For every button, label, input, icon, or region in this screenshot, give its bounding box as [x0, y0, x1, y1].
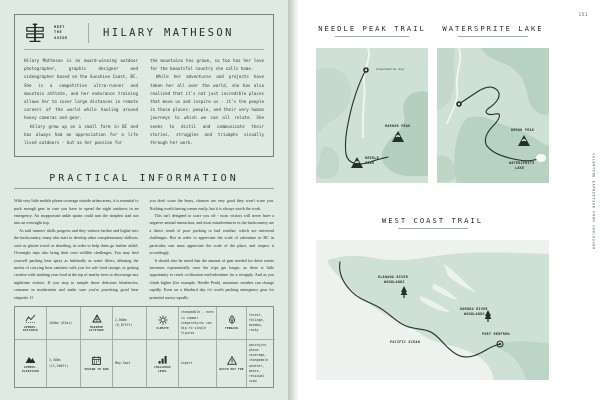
map-title-underline: [398, 228, 468, 229]
page-number: 151: [578, 12, 588, 17]
map-label-woodland: GORDON RIVER: [460, 307, 488, 311]
map-label-road: Coquihalla hwy: [376, 67, 405, 71]
trailhead-pin: [456, 101, 462, 107]
map-title: WEST COAST TRAIL: [381, 216, 484, 225]
fact-value: changeable - even in summer temperatures can dip to single figures: [181, 310, 214, 335]
fact-max-altitude: [81, 307, 113, 340]
fact-watch-out: [217, 340, 247, 387]
fact-label: CHALLENGE LEVEL: [154, 365, 171, 373]
fact-label: MAXIMUM ALTITUDE: [89, 324, 104, 333]
fact-value: 3,500m (11,500ft): [49, 358, 69, 368]
guide-name: HILARY MATHESON: [103, 27, 234, 39]
map-card-needle-peak: [316, 24, 428, 37]
climate-icon: [158, 315, 168, 325]
map-title-underline: [458, 36, 528, 37]
fact-label: SEASON TO RUN: [84, 366, 109, 371]
fact-terrain: [217, 307, 247, 340]
left-page: [0, 0, 288, 400]
fact-terrain-value: [247, 307, 275, 340]
signpost-icon: [24, 23, 46, 43]
bio-paragraph: the mountains has grown, so too has her love for the beautiful country she calls home.: [150, 58, 264, 72]
map-label-lake-2: LAKE: [515, 166, 525, 170]
map-card-west-coast-trail: [316, 216, 549, 229]
practical-column-left: [14, 197, 139, 301]
fact-max-altitude-value: [113, 307, 147, 340]
fact-value: expert: [181, 360, 193, 365]
fact-season: [81, 340, 113, 387]
map-title-underline: [335, 36, 409, 37]
map-west-coast-trail[interactable]: [316, 240, 549, 380]
fact-elevation: [15, 340, 47, 387]
fact-challenge: [147, 340, 179, 387]
map-label-ocean: PACIFIC OCEAN: [390, 340, 421, 344]
map-label-peak-2: PEAK: [365, 161, 375, 165]
right-page: [298, 0, 600, 400]
vertical-credit: VALENTINE EXPEDITION FROM VANCOUVER: [592, 153, 596, 250]
fact-label: APPROX. DISTANCE: [23, 324, 38, 333]
warning-icon: [227, 356, 237, 366]
map-title: NEEDLE PEAK TRAIL: [318, 24, 426, 33]
practical-column-right: [150, 197, 275, 301]
fact-watch-out-value: [247, 340, 275, 387]
elevation-icon: [25, 354, 36, 364]
practical-paragraph: As trail runners' skills progress and they venture further and higher into the backcountry, many also start to develop other complementary skillsets, such as glacier travel or abseiling, in order to help them go further afield. Overnight trips also bring their own wildlife challenges. You may find yourself packing bear spray as habitually as water filters, debating the merits of carrying bear canisters with you for safe food storage, or getting creative with stashing your food at the top of nearby trees to discourage any nighttime visitors. If you stop to sample those delicious blueberries, consume in moderation and make sure you're practising good bear etiquette. If: [14, 227, 139, 300]
bio-column-left: [24, 57, 138, 147]
bio-paragraph: While her adventures and projects have taken her all over the world, she has also realized that it's not just incredible places that move us and inspire us - it's the people in those places: people, and their very human journeys to which we can all relate. She seeks to distil and communicate their stories, struggles and triumphs visually through her work.: [150, 74, 264, 145]
bio-paragraph: Hilary grew up on a small farm in BC and has always had an appreciation for a life lived outdoors - but as her passion for: [24, 123, 138, 145]
bio-column-right: [150, 57, 264, 147]
map-title: WATERSPRITE LAKE: [442, 24, 544, 33]
fact-label: APPROX. ELEVATION: [22, 365, 39, 373]
lake-shape: [536, 154, 546, 162]
guide-profile-card: [14, 14, 274, 157]
map-label-peak: MARKOR PEAK: [385, 124, 411, 128]
terrain-icon: [227, 315, 237, 325]
practical-paragraph: you don't scare the bears, chances are very good they won't scare you. Nothing worth having comes easily, but it is always worth the work.: [149, 198, 274, 211]
season-icon: [92, 356, 101, 366]
challenge-icon: [158, 354, 168, 364]
bio-paragraph: Hilary Matheson is an award-winning outdoor photographer, graphic designer and videographer based on the Sunshine Coast, BC. She is a competitive ultra-runner and mountain athlete, and her endurance training allows her to cover large distances in remote corners of the world while hauling around heavy cameras and gear.: [24, 58, 138, 121]
map-label-peak: DEMON PEAK: [511, 128, 535, 132]
map-label-woodland-2: WOODLANDS: [384, 280, 405, 284]
guide-bio: [24, 57, 264, 147]
map-label-woodland-2: WOODLANDS: [464, 312, 485, 316]
fact-value: 2,000m (6,875ft): [115, 318, 133, 328]
trip-facts-grid: [14, 306, 274, 388]
fact-climate-value: [179, 307, 217, 340]
map-card-watersprite-lake: [437, 24, 549, 37]
map-label-town: PORT RENFREW: [482, 332, 510, 336]
fact-value: May-Sept: [115, 360, 131, 365]
fact-season-value: [113, 340, 147, 387]
distance-icon: [25, 314, 36, 324]
fact-label: WATCH OUT FOR: [219, 366, 244, 371]
map-watersprite-lake[interactable]: [437, 48, 549, 183]
header-divider: [88, 23, 89, 43]
trailhead-pin: [363, 67, 369, 73]
fact-label: TERRAIN: [224, 326, 239, 331]
map-label-lake: WATERSPRITE: [509, 161, 535, 165]
map-label-peak: NEEDLE: [365, 156, 379, 160]
badge-line-3: GUIDE: [54, 35, 68, 40]
fact-value: forest, foliage, meadow, rocky: [249, 312, 265, 333]
book-gutter: [288, 0, 298, 400]
practical-paragraph: With very little mobile phone coverage outside urban areas, it is essential to pack enough gear in case you have to spend the night outdoors in an emergency. An inopportune ankle sprain could turn the simplest trail run into an overnight trip.: [14, 198, 139, 226]
fact-label: CLIMATE: [155, 326, 170, 331]
fact-climate: [147, 307, 179, 340]
practical-paragraph: This isn't designed to scare you off - most visitors will never have a negative animal interaction, and most misadventures in the backcountry are a direct result of poor packing or bad weather, which are universal challenges. But in order to appreciate the scale of adventure in BC in particular, one must appreciate the scale of the place, and respect it accordingly.: [149, 212, 274, 256]
fact-distance-value: [47, 307, 81, 340]
practical-paragraph: It should also be noted that the amount of gear needed for these routes increases exponentially once the trips get longer, as there is little opportunity to reach civilization mid-adventure for a resupply. And as you climb higher (for example, Needle Peak), mountain weather can change rapidly. Even on a bluebird day it's worth packing emergency gear for potential snowy squalls.: [149, 257, 274, 300]
badge-line-1: MEET: [54, 24, 66, 29]
altitude-icon: [92, 314, 102, 324]
badge-line-2: THE: [54, 30, 63, 35]
fact-challenge-value: [179, 340, 217, 387]
practical-information-rule: [14, 188, 274, 189]
practical-information-title: PRACTICAL INFORMATION: [49, 173, 239, 185]
fact-value: 100km (62mi): [49, 320, 73, 325]
guide-profile-header: [24, 23, 264, 50]
map-needle-peak[interactable]: [316, 48, 428, 183]
meet-the-guide-badge: [54, 25, 78, 42]
practical-information-body: [14, 197, 274, 301]
fact-elevation-value: [47, 340, 81, 387]
fact-distance: [15, 307, 47, 340]
fact-value: patchy/no phone coverage, changeable weather, bears, residual snow: [249, 343, 269, 383]
map-label-woodland: KLANAWA RIVER: [378, 275, 409, 279]
